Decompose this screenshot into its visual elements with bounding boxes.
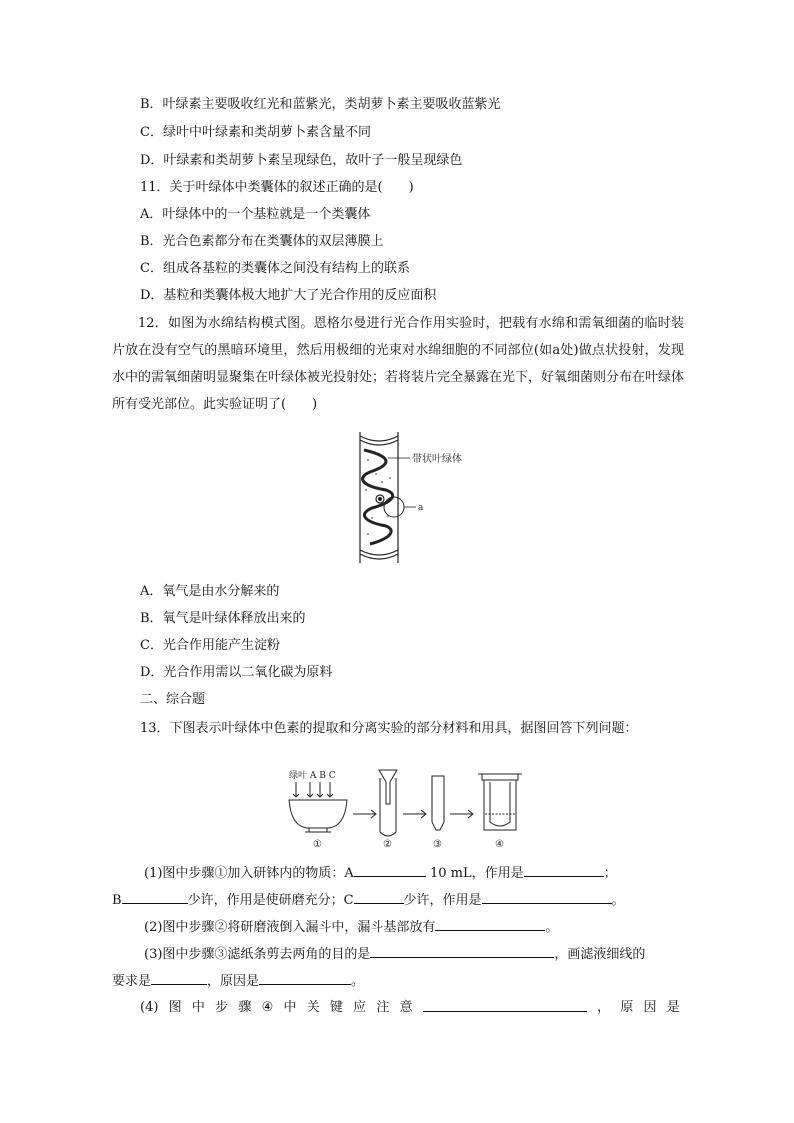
q13-p3-text-d: ，原因是 (207, 974, 260, 989)
answer-blank-c-purpose[interactable] (482, 891, 612, 904)
q10-option-c: C．绿叶中叶绿素和类胡萝卜素含量不同 (140, 125, 371, 140)
q13-p3-text-b: ，画滤液细线的 (554, 947, 646, 962)
answer-blank-b[interactable] (122, 891, 188, 904)
answer-blank-c[interactable] (354, 891, 404, 904)
q13-p4-char: 意 (399, 1000, 413, 1015)
q13-p4-char: 步 (215, 1000, 229, 1015)
q13-p4-char: 是 (666, 1000, 680, 1015)
q13-part2 (144, 918, 558, 937)
q13-p4-char: 键 (329, 1000, 343, 1015)
q12-stem-paragraph (112, 310, 684, 418)
answer-blank-line-reason[interactable] (259, 972, 351, 985)
q11-option-d: D．基粒和类囊体极大地扩大了光合作用的反应面积 (140, 288, 437, 303)
q13-p1-text-c: ； (603, 866, 617, 881)
q13-p4-char: 关 (306, 1000, 320, 1015)
q13-p4-char: 中 (283, 1000, 297, 1015)
q13-p4-char: 骤 (238, 1000, 252, 1015)
q13-p1-text-f: 少许，作用是 (403, 893, 482, 908)
q11-option-c: C．组成各基粒的类囊体之间没有结构上的联系 (140, 261, 410, 276)
step-label-3: ③ (433, 839, 442, 850)
q13-part3-line1 (144, 945, 645, 964)
q13-p4-char: 中 (191, 1000, 205, 1015)
q11-stem: 11．关于叶绿体中类囊体的叙述正确的是( ) (140, 180, 414, 195)
section2-title: 二、综合题 (140, 692, 206, 707)
q12-stem: 12．如图为水绵结构模式图。恩格尔曼进行光合作用实验时，把载有水绵和需氧细菌的临时装片放在没有空气的黑暗环境里，然后用极细的光束对水绵细胞的不同部位(如a处)做点状投射，发现水中的需氧细菌明显聚集在叶绿体被光投射处；若将装片完全暴露在光下，好氧细菌则分布在叶绿体所有受光部位。此实验证明了( ) (112, 316, 685, 412)
q13-part3-line2 (112, 972, 364, 991)
q13-p4-char: 原 (620, 1000, 634, 1015)
q13-p1-text-d: B (112, 893, 122, 908)
q13-p3-text-e: 。 (351, 974, 365, 989)
q13-p1-text-g: 。 (611, 893, 625, 908)
answer-blank-line-requirement[interactable] (151, 972, 207, 985)
q13-p4-char: (4) (140, 1000, 159, 1015)
q12-option-a: A．氧气是由水分解来的 (140, 584, 280, 599)
step-label-1: ① (313, 839, 322, 850)
q11-option-a: A．叶绿体中的一个基粒就是一个类囊体 (140, 207, 371, 222)
a-label: a (418, 503, 424, 513)
q12-option-c: C．光合作用能产生淀粉 (140, 638, 280, 653)
q13-part4 (140, 999, 680, 1017)
q13-p2-text-b: 。 (545, 920, 559, 935)
answer-blank-cut-purpose[interactable] (370, 945, 554, 958)
q13-p2-text-a: (2)图中步骤②将研磨液倒入漏斗中，漏斗基部放有 (144, 920, 436, 935)
q13-p4-char: ④ (261, 1000, 274, 1015)
q13-stem: 13．下图表示叶绿体中色素的提取和分离实验的部分材料和用具，据图回答下列问题： (140, 721, 638, 736)
q11-option-b: B．光合色素都分布在类囊体的双层薄膜上 (140, 234, 384, 249)
q13-p1-text-a: (1)图中步骤①加入研钵内的物质：A (144, 866, 354, 881)
pigment-experiment-figure (285, 768, 525, 850)
q13-part1-line2 (112, 891, 625, 910)
answer-blank-a-purpose[interactable] (524, 864, 604, 877)
q13-p4-char: 注 (376, 1000, 390, 1015)
answer-blank-a[interactable] (354, 864, 426, 877)
q13-p1-text-b: 10 mL，作用是 (429, 866, 524, 881)
q13-p3-text-a: (3)图中步骤③滤纸条剪去两角的目的是 (144, 947, 371, 962)
q13-p4-char: 图 (168, 1000, 182, 1015)
q12-option-d: D．光合作用需以二氧化碳为原料 (140, 665, 333, 680)
step-label-2: ② (383, 839, 392, 850)
step-label-4: ④ (495, 839, 504, 850)
q13-part1-line1 (144, 864, 617, 883)
answer-blank-key-point[interactable] (423, 999, 587, 1012)
mortar-label: 绿叶 A B C (289, 771, 336, 781)
q13-p4-char: 因 (643, 1000, 657, 1015)
q10-option-d: D．叶绿素和类胡萝卜素呈现绿色，故叶子一般呈现绿色 (140, 153, 463, 168)
chloroplast-label: 带状叶绿体 (412, 454, 462, 465)
q10-option-b: B．叶绿素主要吸收红光和蓝紫光，类胡萝卜素主要吸收蓝紫光 (140, 97, 501, 112)
q13-p4-char: 应 (353, 1000, 367, 1015)
q13-p3-text-c: 要求是 (112, 974, 152, 989)
q13-p4-char: ， (597, 1000, 611, 1015)
q12-option-b: B．氧气是叶绿体释放出来的 (140, 611, 306, 626)
spirogyra-figure (350, 430, 485, 565)
answer-blank-funnel[interactable] (435, 918, 545, 931)
q13-p1-text-e: 少许，作用是使研磨充分；C (187, 893, 354, 908)
